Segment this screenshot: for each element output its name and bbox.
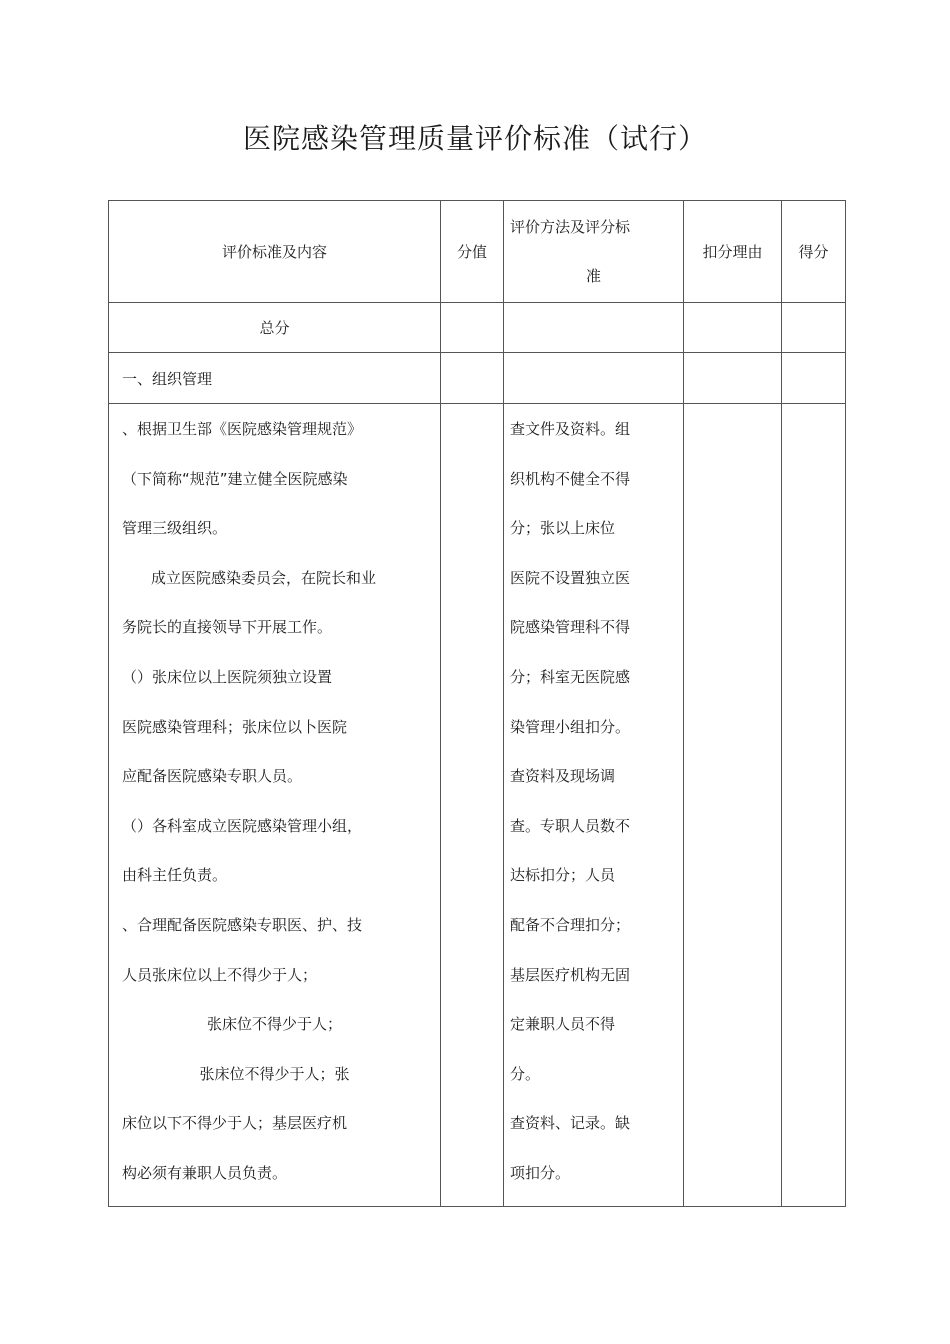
method-line: 分；张以上床位 <box>510 519 616 538</box>
total-deduction-cell <box>684 303 782 353</box>
method-line: 项扣分。 <box>510 1163 571 1182</box>
total-row <box>109 303 846 353</box>
content-line: 由科主任负责。 <box>122 866 228 885</box>
total-score-cell <box>782 303 846 353</box>
method-line: 查。专职人员数不 <box>510 816 631 835</box>
section-score-value-cell <box>441 353 504 404</box>
content-line: （）各科室成立医院感染管理小组， <box>122 816 363 835</box>
method-line: 定兼职人员不得 <box>510 1015 616 1034</box>
method-line: 分。 <box>510 1064 541 1083</box>
section-label: 一、组织管理 <box>109 353 441 404</box>
header-content: 评价标准及内容 <box>109 201 441 303</box>
content-line: 成立医院感染委员会，在院长和业 <box>151 568 377 587</box>
content-line: 构必须有兼职人员负责。 <box>122 1163 288 1182</box>
method-line: 分；科室无医院感 <box>510 667 631 686</box>
evaluation-table <box>108 200 846 1207</box>
method-line: 医院不设置独立医 <box>510 568 631 587</box>
method-line: 达标扣分；人员 <box>510 866 616 885</box>
content-line: 应配备医院感染专职人员。 <box>122 767 303 786</box>
content-line: 医院感染管理科；张床位以卜医院 <box>122 717 348 736</box>
content-score-cell <box>782 404 846 1207</box>
content-line: （）张床位以上医院须独立设置 <box>122 667 333 686</box>
method-line: 基层医疗机构无固 <box>510 965 631 984</box>
method-line: 染管理小组扣分。 <box>510 717 631 736</box>
total-label: 总分 <box>109 303 441 353</box>
content-line: 务院长的直接领导下开展工作。 <box>122 618 333 637</box>
method-cell <box>504 404 684 1207</box>
content-line: 张床位不得少于人；张 <box>199 1064 350 1083</box>
header-method-line2: 准 <box>585 266 601 285</box>
header-deduction-reason: 扣分理由 <box>684 201 782 303</box>
method-line: 查资料、记录。缺 <box>510 1114 631 1133</box>
content-cell <box>109 404 441 1207</box>
content-deduction-cell <box>684 404 782 1207</box>
total-method-cell <box>504 303 684 353</box>
content-row <box>109 404 846 1207</box>
method-line: 织机构不健全不得 <box>510 469 631 488</box>
content-line: 床位以下不得少于人；基层医疗机 <box>122 1114 348 1133</box>
section-row <box>109 353 846 404</box>
method-line: 配备不合理扣分； <box>510 915 631 934</box>
section-method-cell <box>504 353 684 404</box>
section-score-cell <box>782 353 846 404</box>
content-line: 、合理配备医院感染专职医、护、技 <box>122 915 363 934</box>
header-method <box>504 201 684 303</box>
page-title: 医院感染管理质量评价标准（试行） <box>242 122 707 155</box>
content-score-value-cell <box>441 404 504 1207</box>
content-line: 张床位不得少于人； <box>206 1015 342 1034</box>
header-score: 得分 <box>782 201 846 303</box>
content-line: 管理三级组织。 <box>122 519 228 538</box>
content-line: （下简称“规范”建立健全医院感染 <box>122 469 348 488</box>
method-line: 查文件及资料。组 <box>510 420 631 438</box>
content-line: 人员张床位以上不得少于人； <box>122 965 318 984</box>
header-score-value: 分值 <box>441 201 504 303</box>
total-score-value-cell <box>441 303 504 353</box>
method-line: 查资料及现场调 <box>510 767 616 786</box>
header-method-line1: 评价方法及评分标 <box>510 217 631 236</box>
table-header-row <box>109 201 846 303</box>
method-line: 院感染管理科不得 <box>510 618 631 637</box>
section-deduction-cell <box>684 353 782 404</box>
content-line: 、根据卫生部《医院感染管理规范》 <box>122 420 363 438</box>
